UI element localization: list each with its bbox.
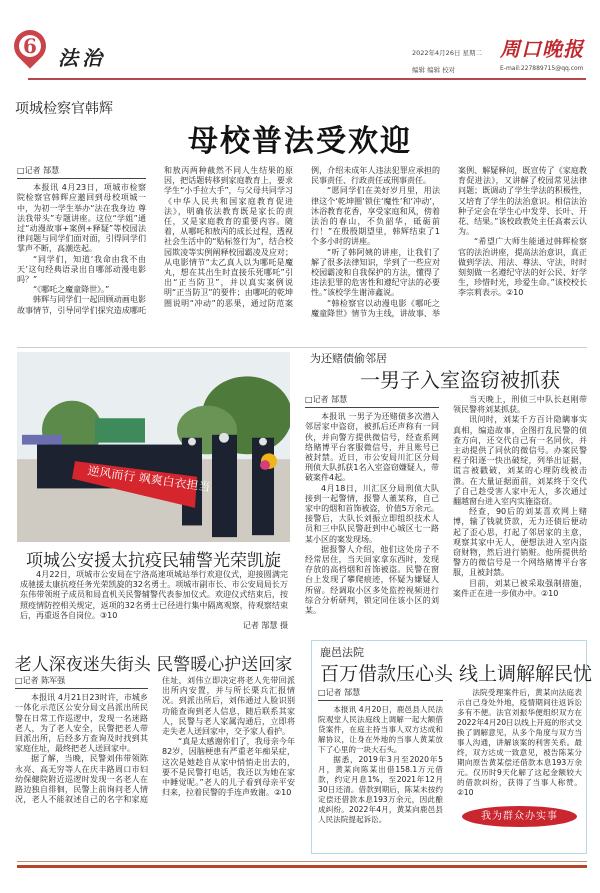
article3-body	[15, 676, 295, 805]
paragraph: 本报讯 一男子为还赌债多次潜入邻居家中盗窃，被抓后还声称有一同伙，并向警方提供微信号，经查系网络赌博平台客服微信号，并且账号已被封禁。近日，市公安局川汇区分局刑侦大队抓获1名入室盗窃嫌疑人，带破案件4起。	[305, 412, 439, 483]
paragraph: “真是太感谢你们了，我母亲今年82岁，因脑梗患有严重老年痴呆症，这次是她趁自从家中悄悄走出去的，要不是民警打电话，我还以为她在家中睡觉呢。”老人的儿子看到母亲平安归来，拉着民警的手连声致谢。②10	[162, 737, 295, 798]
footer-rule-thin	[17, 861, 587, 862]
banner-text: 逆风而行 飒爽白衣担当	[86, 463, 212, 495]
article2-byline: □记者 郜慧	[305, 395, 439, 408]
section-divider	[17, 347, 587, 348]
article4-body	[318, 688, 582, 827]
paragraph: 4月18日，川汇区分局刑侦大队接到一起警情，报警人董某称，自己家中的烟和首饰被盗，价值5万余元。接警后，大队长刘振立即组织技术人员和三中队民警赶到中心城区七一路某小区的案发现场。	[305, 483, 439, 544]
police-welcome-photo	[17, 352, 290, 542]
paragraph: 据悉，2019年3月至2020年5月，黄某向陈某出借158.1万元借款，约定月息1%，至2021年12月30日还清。借款到期后，陈某未按约定偿还借款本息193万余元，因此酿成纠纷。2022年4月，黄某向鹿邑县人民法院提起诉讼。	[318, 755, 443, 824]
paragraph: 本报讯 4月23日，项城市检察院检察官韩辉应邀回到母校项城一中，为初一学生举办“法在我身边 尊法我带头”专题讲座。这位“学姐”通过“动漫故事+案例+释疑”等校园法律问题与同学们面对面，引得同学们掌声不断，高潮迭起。	[17, 183, 146, 254]
paragraph: 据了解，当晚，民警刘伟带领陈永亮、高无穷等人在庆丰路周口市妇幼保健院附近巡逻时发现一名老人在路边独自徘徊，民警上前询问老人情况，老人不能叙述自己的名字和家庭住址，刘伟立即决定将老人先带回派出所内安置，并与所长栗兵汇报情况。到派出所后，刘伟通过人脸识别功能查询到老人信息，随后联系其家人，民警与老人家属沟通后，立即将走失老人送回家中，交予家人看护。	[15, 676, 295, 805]
page-number	[14, 30, 46, 62]
footer-rule-thick	[17, 865, 587, 868]
email[interactable]: E-mail:227889715@qq.com	[500, 65, 584, 72]
article2-title: 一男子入室盗窃被抓获	[360, 368, 560, 392]
article3-byline: □记者 陈军强	[15, 676, 148, 689]
paragraph: “《哪吒之魔童降世》。”	[33, 285, 110, 295]
article1-body	[17, 166, 587, 319]
article1-title: 母校普法受欢迎	[188, 124, 412, 159]
paragraph: 讯问时，刘某千方百计隐瞒事实真相，编造故事，企图打乱民警的侦查方向，还交代自己有一名同伙，并主动提供了同伙的微信号。办案民警程子阳逐一快出破绽，列举出证据，谎言被戳破，刘某的心理防线被击溃。在大量证据面前，刘某终于交代了自己趁受害人家中无人，多次通过翻越窗台进入室内实施盗窃。	[453, 415, 587, 507]
paragraph: 本报讯 4月20日，鹿邑县人民法院观堂人民法庭线上调解一起大额借贷案件，在庭主持当事人双方达成和解协议，让身在外地的当事人黄某放下了心里的一块大石头。	[318, 705, 443, 754]
header-rule	[28, 78, 586, 80]
paragraph: “希望广大师生能通过韩辉检察官的法治讲座，提高法治意识，真正做到学法、用法、尊法、守法，时时刻刻做一名遵纪守法的好公民、好学生，珍惜时光，珍爱生命。”该校校长李宗莉表示。②10	[458, 237, 587, 298]
paragraph: 韩辉与同学们一起回顾动画电影故事情节，引导同学们探究造成哪吒和敖丙两种截然不同人生结果的原因，把话题转移到家庭教育上，要求学生“小手拉大手”，与父母共同学习《中华人民共和国家庭教育促进法》，明确依法教育既是家长的责任，又是家庭教育的重要内容。随着，从哪吒和敖丙的成长过程，透视社会生活中的“贴标签行为”，结合校园欺凌等实例阐释校园霸凌及应对；从电影情节“太乙真人以为哪吒是魔丸，想在其出生时直接乐死哪吒”引出“正当防卫”，并以真实案例说明“正当防卫”的要件；由哪吒的乾坤圈说明“冲动”的恶果，通过防范案例，介绍未成年人违法犯罪应承担的民事责任、行政责任或刑事责任。	[17, 166, 440, 315]
newspaper-logo: 周口晚报	[500, 37, 584, 61]
paragraph: 目前，刘某已被采取强制措施，案件正在进一步侦办中。②10	[453, 578, 587, 598]
article1-byline: □记者 郜慧	[17, 166, 146, 179]
section-title: 法治	[58, 46, 106, 70]
paragraph: “愿同学们在美好岁月里，用法律这个‘乾坤圈’锁住‘魔性’和‘冲动’，沐浴教育花香，享受家庭和风，傍着法治的春山，不负韶华，砥砺前行！”在殷殷期望里，韩辉结束了1个多小时的讲座。	[311, 186, 440, 247]
article3-title: 老人深夜迷失街头 民警暖心护送回家	[14, 655, 293, 675]
issue-date: 2022年4月26日 星期二	[412, 49, 483, 57]
paragraph: 据报警人介绍，他们这处房子不经常居住，当天回家拿东西时，发现存放的高档烟和首饰被盗。民警在窗台上发现了攀爬痕迹，怀疑为嫌疑人所留。经调取小区多处监控视频进行综合分析研判，锁定同住该小区的刘某。	[305, 544, 439, 616]
article4-byline: □记者 郜慧	[318, 688, 443, 701]
article1-kicker: 项城检察官韩辉	[15, 101, 113, 117]
page-number-text: 6	[23, 34, 37, 58]
paragraph: 4月22日，项城市公安局在宁洛高速项城站举行欢迎仪式，迎接圆满完成驰援太康抗疫任务光荣凯旋的32名勇士。项城市副市长、市公安局局长万东伟带领班子成员和局直机关民警辅警代表参加仪式。欢迎仪式结束后，按照疫情防控相关规定，返项的32名勇士已径进行集中隔离观察，待观察结束后，再重返各自岗位。③10	[20, 570, 288, 620]
paragraph: “同学们，知道‘我命由我不由天’这句经典语录出自哪部动漫电影吗？”	[17, 254, 146, 285]
photo-story-title: 项城公安援太抗疫民辅警光荣凯旋	[26, 551, 281, 571]
photo-story-body	[20, 570, 288, 631]
paragraph: 经查，90后的刘某喜欢网上赌博，输了钱就贷款，无力还债后便动起了歪心思，打起了邻居家的主意，观察其家中无人，便想法进入室内盗窃财物，然后进行销赃。他所提供给警方的微信号是一个网络赌博平台客服，且被封禁。	[453, 507, 587, 578]
article4-title: 百万借款压心头 线上调解解民忧	[320, 663, 593, 685]
paragraph: 当天晚上，刑侦三中队长赵刚带领民警将刘某抓获。	[453, 395, 587, 415]
paragraph: “韩检察官以动漫电影《哪吒之魔童降世》情节为主线，讲故事、举案例、解疑释问，既宣传了《家庭教育促进法》，又讲解了校园常见法律问题；既调动了学生学法的积极性，又培育了学生的法治意识。相信法治种子定会在学生心中发芽、长叶、开花、结果。”该校政教处主任高素云认为。	[311, 166, 587, 318]
serve-the-people-badge: 我为群众办实事	[462, 806, 577, 827]
paragraph: “听了韩阿姨的讲座，让我们了解了很多法律知识，学到了一些应对校园霸凌和自我保护的方法，懂得了违法犯罪的危害性和遵纪守法的必要性。”该校学生谢沛鑫说。	[311, 247, 440, 298]
photo-credit: 记者 郜慧 摄	[242, 621, 288, 631]
editors: 编辑 编辑 校对	[412, 66, 456, 74]
article2-kicker: 为还赌债偷邻居	[310, 352, 387, 365]
paragraph: 法院受理案件后，黄某向法庭表示自己身处外地，疫情期间往返诉讼多有不便。法官刘振华便组织双方在2022年4月20日以线上开庭的形式交换了调解意见，从多个角度与双方当事人沟通，讲解该案的利害关系。最终，双方达成一致意见，被告陈某分期向原告黄某偿还借款本息193万余元。仅历时9天化解了这起金额较大的借款纠纷，获得了当事人称赞。②10	[457, 688, 582, 797]
article4-kicker: 鹿邑法院	[320, 646, 364, 659]
article2-body	[305, 395, 587, 616]
paragraph: 本报讯 4月21日23时许，市城乡一体化示范区公安分局文昌派出所民警在日常工作巡逻中，发现一名迷路老人，为了老人安全，民警把老人带回派出所，后经多方查询及时找到其家庭住址，最终把老人送回家中。	[15, 693, 148, 754]
